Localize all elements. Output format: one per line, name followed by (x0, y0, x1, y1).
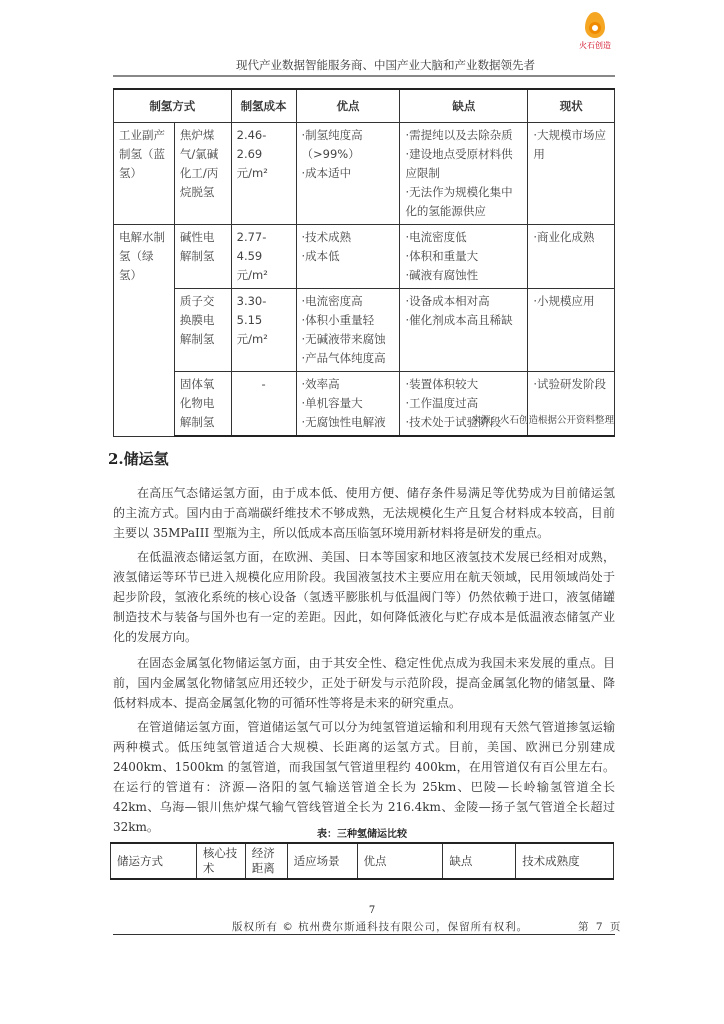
method-cell: 质子交换膜电解制氢 (174, 289, 231, 372)
con-item: ·装置体积较大 (405, 377, 479, 391)
pro-item: ·产品气体纯度高 (301, 351, 386, 365)
pros-cell (296, 123, 400, 225)
page-number: 7 (368, 905, 376, 916)
hydrogen-production-table (113, 88, 615, 437)
paragraph: 在固态金属氢化物储运氢方面，由于其安全性、稳定性优点成为我国未来发展的重点。目前，国内金属氢化物储氢应用还较少，正处于研发与示范阶段，提高金属氢化物的储氢量、降低材料成本、提高金属氢化物的可循环性等将是未来的研究重点。 (113, 656, 615, 710)
status-cell: ·试验研发阶段 (528, 372, 615, 437)
cons-cell (400, 123, 528, 225)
table-header-row (114, 89, 615, 123)
cons-cell (400, 225, 528, 289)
col-header: 经济距离 (245, 843, 287, 879)
section-title: 2.储运氢 (108, 450, 169, 468)
col-header: 缺点 (443, 843, 516, 879)
footer-page-label: 第 7 页 (578, 921, 623, 933)
table-row (114, 123, 615, 225)
col-header: 缺点 (400, 89, 528, 123)
col-header: 优点 (357, 843, 443, 879)
col-header: 储运方式 (111, 843, 197, 879)
cost-cell: 2.46-2.69元/m² (231, 123, 296, 225)
pro-item: ·无碱液带来腐蚀 (301, 332, 386, 346)
header-tagline: 现代产业数据智能服务商、中国产业大脑和产业数据领先者 (236, 58, 535, 72)
group-cell: 电解水制氢（绿氢） (114, 225, 175, 437)
logo-ring (589, 22, 601, 34)
con-item: ·无法作为规模化集中化的氢能源供应 (405, 185, 513, 218)
paragraph: 在低温液态储运氢方面，在欧洲、美国、日本等国家和地区液氢技术发展已经相对成熟，液氢储运等环节已进入规模化应用阶段。我国液氢技术主要应用在航天领域，民用领域尚处于起步阶段，氢液化系统的核心设备（氢透平膨胀机与低温阀门等）仍然依赖于进口，液氢储罐制造技术与装备与国外也有一定的差距。因此，如何降低液化与贮存成本是低温液态储氢产业化的发展方向。 (113, 550, 615, 644)
pro-item: ·制氢纯度高（>99%） (301, 128, 363, 161)
logo-text: 火石创造 (579, 41, 611, 50)
status-cell: ·小规模应用 (528, 289, 615, 372)
method-cell: 焦炉煤气/氯碱化工/丙烷脱氢 (174, 123, 231, 225)
group-cell: 工业副产制氢（蓝氢） (114, 123, 175, 225)
pro-item: ·成本低 (301, 249, 340, 263)
paragraph: 在高压气态储运氢方面，由于成本低、使用方便、储存条件易满足等优势成为目前储运氢的主流方式。国内由于高端碳纤维技术不够成熟，无法规模化生产且复合材料成本较高，目前主要以 35MPaIII 型瓶为主，所以低成本高压临氢环境用新材料将是研发的重点。 (113, 486, 615, 540)
pros-cell (296, 289, 400, 372)
cost-cell: 3.30-5.15元/m² (231, 289, 296, 372)
cons-cell (400, 289, 528, 372)
cons-cell (400, 372, 528, 437)
table-source: 来源：火石创造根据公开资料整理 (471, 415, 614, 426)
header-divider (113, 75, 615, 77)
con-item: ·建设地点受原材料供应限制 (405, 147, 513, 180)
col-header: 制氢成本 (231, 89, 296, 123)
paragraph: 在管道储运氢方面，管道储运氢气可以分为纯氢管道运输和利用现有天然气管道掺氢运输两种模式。低压纯氢管道适合大规模、长距离的运氢方式。目前，美国、欧洲已分别建成 2400km、1500km 的氢管道，而我国氢气管道里程约 400km，在用管道仅有百公里左右。在运行的管道有：济源—洛阳的氢气输送管道全长为 25km、巴陵—长岭输氢管道全长 42km、乌海—银川焦炉煤气输气管线管道全长为 216.4km、金陵—扬子氢气管道全长超过 32km。 (113, 720, 615, 834)
con-item: ·设备成本相对高 (405, 294, 490, 308)
con-item: ·催化剂成本高且稀缺 (405, 313, 513, 327)
cost-cell: - (231, 372, 296, 437)
col-header: 现状 (528, 89, 615, 123)
status-cell: ·商业化成熟 (528, 225, 615, 289)
pro-item: ·成本适中 (301, 166, 352, 180)
col-header: 技术成熟度 (516, 843, 614, 879)
company-logo (578, 12, 612, 54)
pros-cell (296, 225, 400, 289)
status-cell: ·大规模市场应用 (528, 123, 615, 225)
con-item: ·电流密度低 (405, 230, 467, 244)
storage-comparison-table (110, 842, 614, 880)
con-item: ·需提纯以及去除杂质 (405, 128, 513, 142)
con-item: ·体积和重量大 (405, 249, 479, 263)
table-row (114, 372, 615, 437)
table-row (114, 289, 615, 372)
footer-divider (113, 934, 615, 935)
pro-item: ·无腐蚀性电解液 (301, 415, 386, 429)
pro-item: ·电流密度高 (301, 294, 363, 308)
pro-item: ·效率高 (301, 377, 340, 391)
pro-item: ·单机容量大 (301, 396, 363, 410)
footer-copyright: 版权所有 © 杭州费尔斯通科技有限公司，保留所有权利。 (232, 921, 529, 933)
method-cell: 固体氧化物电解制氢 (174, 372, 231, 437)
pro-item: ·体积小重量轻 (301, 313, 375, 327)
pro-item: ·技术成熟 (301, 230, 352, 244)
pros-cell (296, 372, 400, 437)
cost-cell: 2.77-4.59元/m² (231, 225, 296, 289)
con-item: ·碱液有腐蚀性 (405, 268, 479, 282)
col-header: 制氢方式 (114, 89, 232, 123)
table-header-row (111, 843, 614, 879)
con-item: ·技术处于试验阶段 (405, 415, 502, 429)
method-cell: 碱性电解制氢 (174, 225, 231, 289)
col-header: 优点 (296, 89, 400, 123)
col-header: 核心技术 (196, 843, 245, 879)
con-item: ·工作温度过高 (405, 396, 479, 410)
col-header: 适应场景 (287, 843, 357, 879)
table-caption: 表：三种氢储运比较 (317, 829, 407, 840)
table-row (114, 225, 615, 289)
